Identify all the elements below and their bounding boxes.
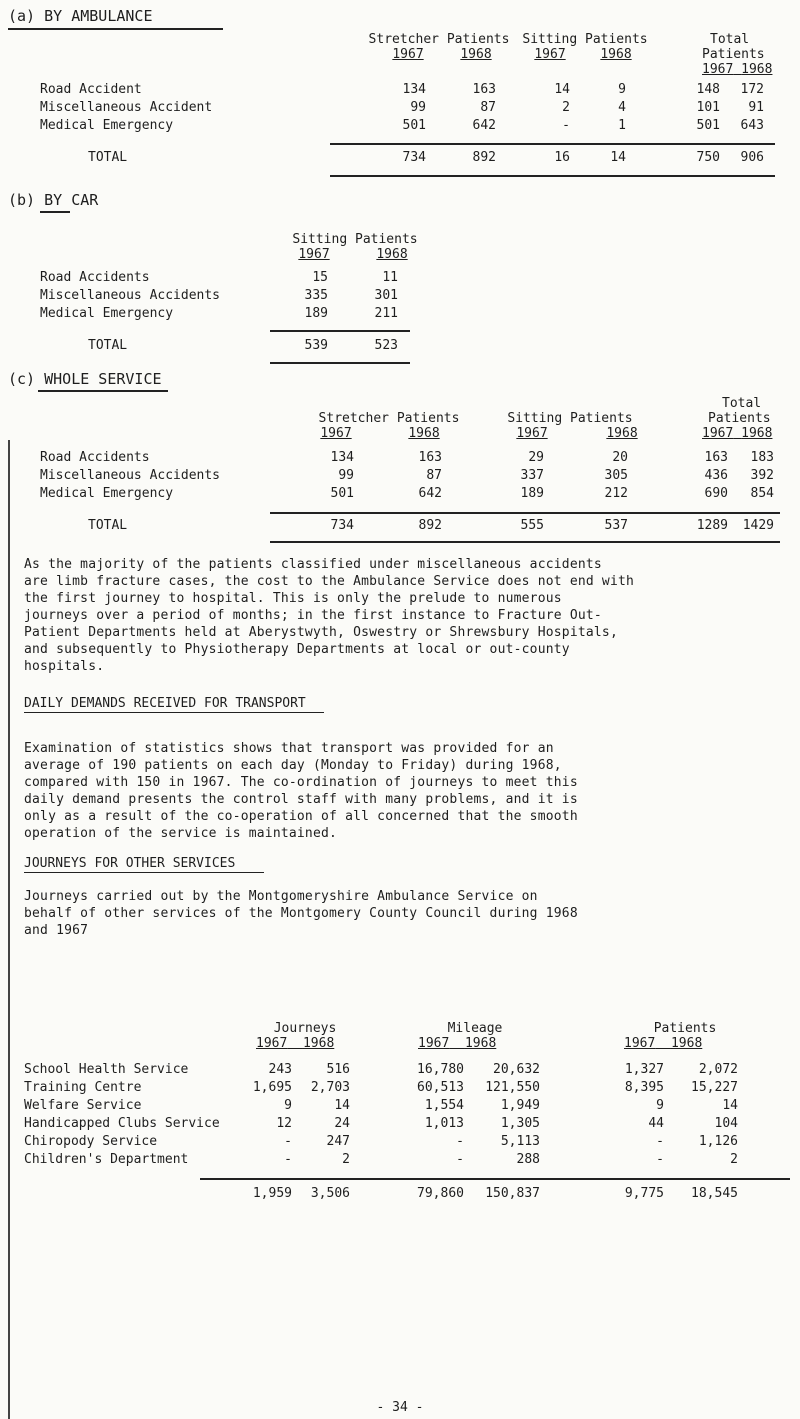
section-c-heading: (c) WHOLE SERVICE — [8, 370, 162, 388]
total-rule — [330, 175, 775, 177]
cell: 906 — [740, 150, 764, 165]
row-label: Road Accidents — [40, 270, 150, 285]
cell: 2 — [730, 1152, 738, 1167]
col-total-header-2: Patients — [708, 411, 771, 426]
paragraph-line: only as a result of the co-operation of all concerned that the smooth — [24, 809, 578, 824]
row-label: School Health Service — [24, 1062, 189, 1077]
cell: 172 — [740, 82, 764, 97]
cell: 1,013 — [424, 1116, 464, 1131]
cell: - — [562, 118, 570, 133]
cell: 734 — [402, 150, 426, 165]
cell: 501 — [696, 118, 720, 133]
cell: 337 — [520, 468, 544, 483]
page-margin-line — [8, 440, 10, 1419]
cell: 150,837 — [485, 1186, 540, 1201]
cell: 642 — [472, 118, 496, 133]
cell: 301 — [374, 288, 398, 303]
col-total-header: Total — [710, 32, 750, 47]
cell: 555 — [520, 518, 544, 533]
cell: 15,227 — [691, 1080, 738, 1095]
paragraph-line: the first journey to hospital. This is only the prelude to numerous — [24, 591, 562, 606]
cell: 87 — [426, 468, 442, 483]
journeys-heading: JOURNEYS FOR OTHER SERVICES — [24, 856, 236, 871]
cell: 9,775 — [624, 1186, 664, 1201]
year-header: 1967 1968 — [624, 1036, 703, 1051]
paragraph-line: Journeys carried out by the Montgomeryshire Ambulance Service on — [24, 889, 538, 904]
total-rule — [270, 541, 780, 543]
col-mileage-header: Mileage — [447, 1021, 503, 1036]
cell: - — [656, 1134, 664, 1149]
total-rule — [330, 143, 775, 145]
col-stretcher-header: Stretcher Patients — [368, 32, 510, 47]
cell: 3,506 — [310, 1186, 350, 1201]
paragraph-line: operation of the service is maintained. — [24, 826, 338, 841]
cell: 14 — [610, 150, 626, 165]
year-header: 1967 — [534, 47, 566, 62]
year-header: 1967 — [298, 247, 330, 262]
cell: 12 — [276, 1116, 292, 1131]
row-label: Medical Emergency — [40, 306, 174, 321]
total-rule — [270, 512, 780, 514]
cell: 189 — [520, 486, 544, 501]
cell: 2,072 — [698, 1062, 738, 1077]
cell: 148 — [696, 82, 720, 97]
year-header: 1967 1968 — [702, 62, 773, 77]
paragraph-line: behalf of other services of the Montgomery County Council during 1968 — [24, 906, 578, 921]
cell: - — [456, 1152, 464, 1167]
cell: 163 — [704, 450, 728, 465]
paragraph-line: hospitals. — [24, 659, 105, 674]
heading-underline — [24, 872, 264, 873]
cell: 501 — [402, 118, 426, 133]
year-header: 1968 — [600, 47, 632, 62]
cell: 14 — [554, 82, 570, 97]
page-number: - 34 - — [376, 1400, 424, 1415]
year-header: 1967 1968 — [702, 426, 773, 441]
paragraph-line: average of 190 patients on each day (Monday to Friday) during 1968, — [24, 758, 562, 773]
cell: 1,126 — [698, 1134, 738, 1149]
row-label: Handicapped Clubs Service — [24, 1116, 220, 1131]
cell: 5,113 — [500, 1134, 540, 1149]
heading-underline — [38, 390, 168, 392]
cell: 1429 — [742, 518, 774, 533]
daily-demands-heading: DAILY DEMANDS RECEIVED FOR TRANSPORT — [24, 696, 306, 711]
cell: 523 — [374, 338, 398, 353]
total-rule — [270, 362, 410, 364]
cell: 91 — [748, 100, 764, 115]
total-label: TOTAL — [88, 150, 128, 165]
row-label: Road Accidents — [40, 450, 150, 465]
cell: 2,703 — [310, 1080, 350, 1095]
cell: 14 — [722, 1098, 738, 1113]
cell: 892 — [472, 150, 496, 165]
cell: 643 — [740, 118, 764, 133]
year-header: 1967 1968 — [418, 1036, 497, 1051]
cell: 642 — [418, 486, 442, 501]
row-label: Training Centre — [24, 1080, 142, 1095]
cell: - — [456, 1134, 464, 1149]
paragraph-journeys — [24, 888, 794, 939]
cell: 14 — [334, 1098, 350, 1113]
cell: 20 — [612, 450, 628, 465]
cell: 29 — [528, 450, 544, 465]
cell: 163 — [472, 82, 496, 97]
cell: 892 — [418, 518, 442, 533]
cell: 243 — [268, 1062, 292, 1077]
cell: - — [284, 1134, 292, 1149]
cell: 20,632 — [493, 1062, 540, 1077]
cell: 537 — [604, 518, 628, 533]
cell: 121,550 — [485, 1080, 540, 1095]
col-sitting-header: Sitting Patients — [507, 411, 633, 426]
paragraph-line: are limb fracture cases, the cost to the Ambulance Service does not end with — [24, 574, 635, 589]
paragraph-line: As the majority of the patients classified under miscellaneous accidents — [24, 557, 602, 572]
cell: - — [656, 1152, 664, 1167]
cell: 211 — [374, 306, 398, 321]
cell: 8,395 — [624, 1080, 664, 1095]
cell: 2 — [562, 100, 570, 115]
col-patients-header: Patients — [653, 1021, 717, 1036]
row-label: Miscellaneous Accidents — [40, 468, 221, 483]
cell: 134 — [402, 82, 426, 97]
row-label: Miscellaneous Accidents — [40, 288, 221, 303]
col-sitting-header: Sitting Patients — [292, 232, 418, 247]
year-header: 1967 1968 — [256, 1036, 335, 1051]
section-b-heading: (b) BY CAR — [8, 191, 99, 209]
heading-underline — [8, 28, 223, 30]
cell: 60,513 — [417, 1080, 464, 1095]
row-label: Miscellaneous Accident — [40, 100, 213, 115]
cell: 247 — [326, 1134, 350, 1149]
cell: 1 — [618, 118, 626, 133]
paragraph-line: and subsequently to Physiotherapy Departments at local or out-county — [24, 642, 570, 657]
row-label: Medical Emergency — [40, 118, 174, 133]
paragraph-line: and 1967 — [24, 923, 89, 938]
cell: 1,327 — [624, 1062, 664, 1077]
cell: - — [284, 1152, 292, 1167]
year-header: 1967 — [516, 426, 548, 441]
paragraph-line: compared with 150 in 1967. The co-ordination of journeys to meet this — [24, 775, 578, 790]
paragraph-daily-demands — [24, 740, 794, 842]
cell: 1,695 — [252, 1080, 292, 1095]
cell: 212 — [604, 486, 628, 501]
paragraph-line: daily demand presents the control staff with many problems, and it is — [24, 792, 578, 807]
year-header: 1968 — [408, 426, 440, 441]
cell: 854 — [750, 486, 774, 501]
total-rule — [270, 330, 410, 332]
cell: 436 — [704, 468, 728, 483]
cell: 99 — [410, 100, 426, 115]
cell: 335 — [304, 288, 328, 303]
paragraph-line: Patient Departments held at Aberystwyth, Oswestry or Shrewsbury Hospitals, — [24, 625, 618, 640]
year-header: 1967 — [392, 47, 424, 62]
cell: 516 — [326, 1062, 350, 1077]
col-total-header: Total — [722, 396, 762, 411]
cell: 734 — [330, 518, 354, 533]
cell: 15 — [312, 270, 328, 285]
cell: 79,860 — [417, 1186, 464, 1201]
row-label: Road Accident — [40, 82, 142, 97]
cell: 1,959 — [252, 1186, 292, 1201]
cell: 2 — [342, 1152, 350, 1167]
row-label: Medical Emergency — [40, 486, 174, 501]
cell: 1,554 — [424, 1098, 464, 1113]
cell: 1,949 — [500, 1098, 540, 1113]
total-label: TOTAL — [88, 518, 128, 533]
total-rule — [200, 1178, 790, 1180]
heading-underline — [40, 211, 70, 213]
row-label: Children's Department — [24, 1152, 189, 1167]
cell: 16 — [554, 150, 570, 165]
cell: 44 — [648, 1116, 664, 1131]
cell: 134 — [330, 450, 354, 465]
cell: 11 — [382, 270, 398, 285]
cell: 101 — [696, 100, 720, 115]
cell: 24 — [334, 1116, 350, 1131]
cell: 9 — [656, 1098, 664, 1113]
cell: 99 — [338, 468, 354, 483]
cell: 16,780 — [417, 1062, 464, 1077]
section-a-heading: (a) BY AMBULANCE — [8, 7, 153, 25]
cell: 9 — [284, 1098, 292, 1113]
total-label: TOTAL — [88, 338, 128, 353]
cell: 104 — [714, 1116, 738, 1131]
cell: 87 — [480, 100, 496, 115]
cell: 163 — [418, 450, 442, 465]
row-label: Welfare Service — [24, 1098, 142, 1113]
cell: 750 — [696, 150, 720, 165]
cell: 305 — [604, 468, 628, 483]
cell: 1289 — [696, 518, 728, 533]
cell: 4 — [618, 100, 626, 115]
cell: 9 — [618, 82, 626, 97]
year-header: 1968 — [606, 426, 638, 441]
row-label: Chiropody Service — [24, 1134, 158, 1149]
heading-underline — [24, 712, 324, 713]
col-stretcher-header: Stretcher Patients — [318, 411, 460, 426]
cell: 392 — [750, 468, 774, 483]
col-sitting-header: Sitting Patients — [522, 32, 648, 47]
cell: 18,545 — [691, 1186, 738, 1201]
cell: 288 — [516, 1152, 540, 1167]
cell: 183 — [750, 450, 774, 465]
paragraph-line: Examination of statistics shows that transport was provided for an — [24, 741, 554, 756]
cell: 189 — [304, 306, 328, 321]
cell: 501 — [330, 486, 354, 501]
year-header: 1967 — [320, 426, 352, 441]
col-total-header-2: Patients — [702, 47, 765, 62]
year-header: 1968 — [460, 47, 492, 62]
col-journeys-header: Journeys — [273, 1021, 337, 1036]
paragraph-line: journeys over a period of months; in the first instance to Fracture Out- — [24, 608, 602, 623]
cell: 690 — [704, 486, 728, 501]
year-header: 1968 — [376, 247, 408, 262]
paragraph-fracture-cases — [24, 556, 794, 675]
cell: 539 — [304, 338, 328, 353]
cell: 1,305 — [500, 1116, 540, 1131]
